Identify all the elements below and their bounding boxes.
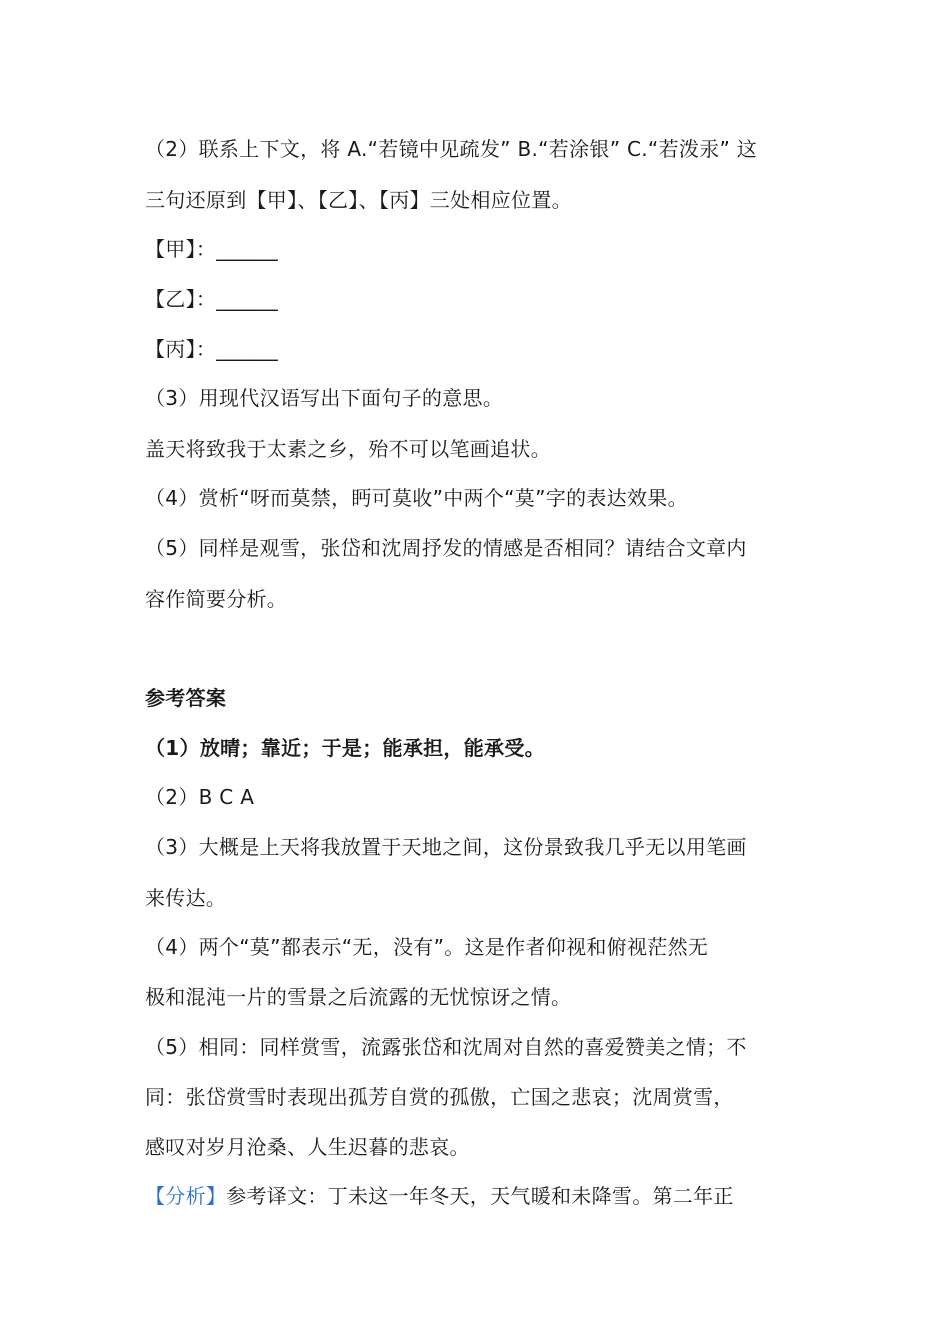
answer-3-line-1: （3）大概是上天将我放置于天地之间，这份景致我几乎无以用笔画 [145,835,747,859]
question-2-line-1: （2）联系上下文，将 A.“若镜中见疏发” B.“若涂银” C.“若泼汞” 这 [145,137,758,161]
analysis-text: 参考译文：丁未这一年冬天，天气暖和未降雪。第二年正 [226,1184,734,1208]
question-2-line-2: 三句还原到【甲】、【乙】、【丙】三处相应位置。 [145,188,572,212]
question-3: （3）用现代汉语写出下面句子的意思。 [145,386,504,410]
blank-jia: 【甲】：______ [145,237,278,261]
answer-4-line-1: （4）两个“莫”都表示“无，没有”。这是作者仰视和俯视茫然无 [145,935,709,959]
answer-1: （1）放晴；靠近；于是；能承担，能承受。 [145,736,545,760]
answer-5-line-1: （5）相同：同样赏雪，流露张岱和沈周对自然的喜爱赞美之情；不 [145,1035,747,1059]
answer-4-line-2: 极和混沌一片的雪景之后流露的无忧惊讶之情。 [145,985,572,1009]
blank-bing: 【丙】：______ [145,337,278,361]
answer-2: （2）B C A [145,785,255,809]
question-4: （4）赏析“呀而莫禁，眄可莫收”中两个“莫”字的表达效果。 [145,486,688,510]
answer-5-line-3: 感叹对岁月沧桑、人生迟暮的悲哀。 [145,1135,470,1159]
question-3-sentence: 盖天将致我于太素之乡，殆不可以笔画追状。 [145,437,551,461]
answer-heading: 参考答案 [145,686,227,710]
blank-yi: 【乙】：______ [145,287,278,311]
question-5-line-1: （5）同样是观雪，张岱和沈周抒发的情感是否相同？请结合文章内 [145,536,747,560]
analysis-line [145,1181,734,1211]
question-5-line-2: 容作简要分析。 [145,587,288,611]
answer-3-line-2: 来传达。 [145,886,227,910]
analysis-tag: 【分析】 [145,1184,227,1208]
answer-5-line-2: 同：张岱赏雪时表现出孤芳自赏的孤傲，亡国之悲哀；沈周赏雪， [145,1085,734,1109]
